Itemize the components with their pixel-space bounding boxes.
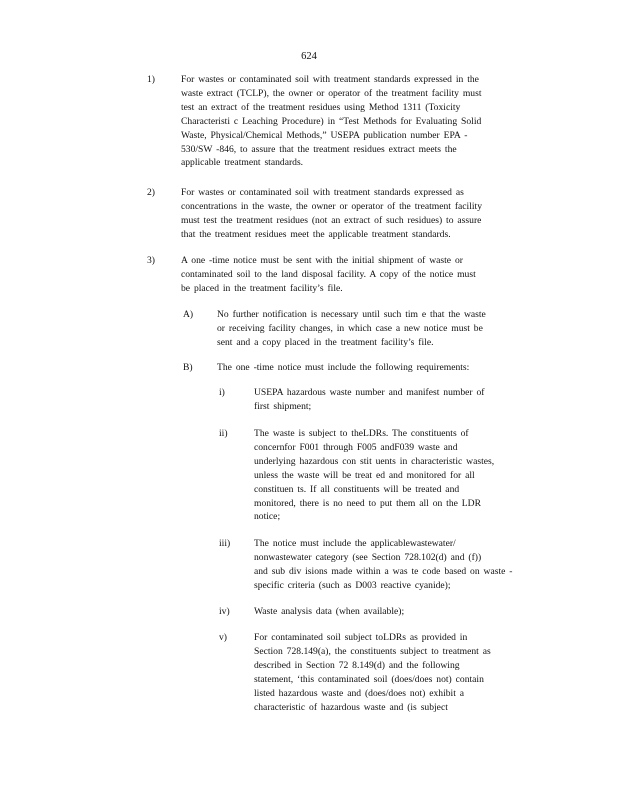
list-item-text	[254, 537, 539, 593]
list-item-text	[181, 73, 535, 170]
text-line: Section 728.149(a), the constituents subject to treatment as	[254, 645, 491, 657]
text-line: and sub div isions made within a was te code based on waste -	[254, 565, 513, 577]
text-line: described in Section 72 8.149(d) and the following	[254, 659, 460, 671]
text-line: underlying hazardous con stit uents in characteristic wastes,	[254, 455, 495, 467]
text-line: contaminated soil to the land disposal facility. A copy of the notice must	[181, 268, 476, 280]
text-line: statement, ‘this contaminated soil (does/does not) contain	[254, 673, 484, 685]
text-line: For wastes or contaminated soil with treatment standards expressed in the	[181, 74, 479, 85]
text-line: A one -time notice must be sent with the initial shipment of waste or	[181, 255, 463, 266]
text-line: sent and a copy placed in the treatment facility’s file.	[217, 336, 434, 348]
text-line: unless the waste will be treat ed and monitored for all	[254, 469, 475, 481]
text-line: waste extract (TCLP), the owner or operator of the treatment facility must	[181, 87, 482, 99]
list-marker: iii)	[219, 538, 231, 549]
text-line: must test the treatment residues (not an extract of such residues) to assure	[181, 214, 482, 226]
page-number: 624	[301, 51, 317, 62]
text-line: listed hazardous waste and (does/does not) exhibit a	[254, 687, 465, 699]
list-marker: v)	[219, 632, 227, 643]
text-line: The waste is subject to theLDRs. The constituents of	[254, 428, 469, 439]
text-line: Characteristi c Leaching Procedure) in “Test Methods for Evaluating Solid	[181, 115, 482, 127]
text-line: concentrations in the waste, the owner or operator of the treatment facility	[181, 200, 483, 212]
list-item-text	[254, 427, 539, 524]
list-item-text	[217, 308, 535, 350]
list-item-text	[254, 631, 539, 714]
list-marker: A)	[183, 309, 194, 320]
list-marker: ii)	[219, 428, 228, 439]
list-item-text	[254, 386, 539, 414]
text-line: concernfor F001 through F005 andF039 waste and	[254, 441, 458, 453]
text-line: For wastes or contaminated soil with treatment standards expressed as	[181, 187, 464, 198]
list-marker: 3)	[147, 255, 155, 266]
text-line: first shipment;	[254, 400, 312, 412]
text-line: No further notification is necessary until such tim e that the waste	[217, 309, 486, 320]
text-line: notice;	[254, 511, 281, 523]
list-item-text	[217, 361, 535, 375]
text-line: be placed in the treatment facility’s file.	[181, 282, 343, 294]
text-line: characteristic of hazardous waste and (is subject	[254, 701, 448, 713]
text-line: 530/SW -846, to assure that the treatment residues extract meets the	[181, 143, 457, 155]
text-line: The notice must include the applicablewastewater/	[254, 538, 456, 549]
list-marker: 1)	[147, 74, 155, 85]
list-item-text	[181, 186, 535, 242]
text-line: The one -time notice must include the following requirements:	[217, 362, 470, 373]
text-line: nonwastewater category (see Section 728.102(d) and (f))	[254, 551, 482, 563]
text-line: that the treatment residues meet the applicable treatment standards.	[181, 228, 451, 240]
list-item-text	[181, 254, 535, 296]
text-line: specific criteria (such as D003 reactive cyanide);	[254, 579, 451, 591]
text-line: USEPA hazardous waste number and manifest number of	[254, 387, 485, 398]
text-line: monitored, there is no need to put them all on the LDR	[254, 497, 481, 509]
text-line: applicable treatment standards.	[181, 157, 304, 169]
list-item-text	[254, 605, 539, 619]
text-line: constituen ts. If all constituents will be treated and	[254, 483, 460, 495]
list-marker: iv)	[219, 606, 230, 617]
text-line: Waste, Physical/Chemical Methods,” USEPA publication number EPA -	[181, 129, 468, 141]
list-marker: i)	[219, 387, 225, 398]
text-line: or receiving facility changes, in which case a new notice must be	[217, 322, 483, 334]
text-line: Waste analysis data (when available);	[254, 606, 405, 617]
text-line: test an extract of the treatment residues using Method 1311 (Toxicity	[181, 101, 461, 113]
list-marker: B)	[183, 362, 193, 373]
list-marker: 2)	[147, 187, 155, 198]
text-line: For contaminated soil subject toLDRs as provided in	[254, 632, 468, 643]
